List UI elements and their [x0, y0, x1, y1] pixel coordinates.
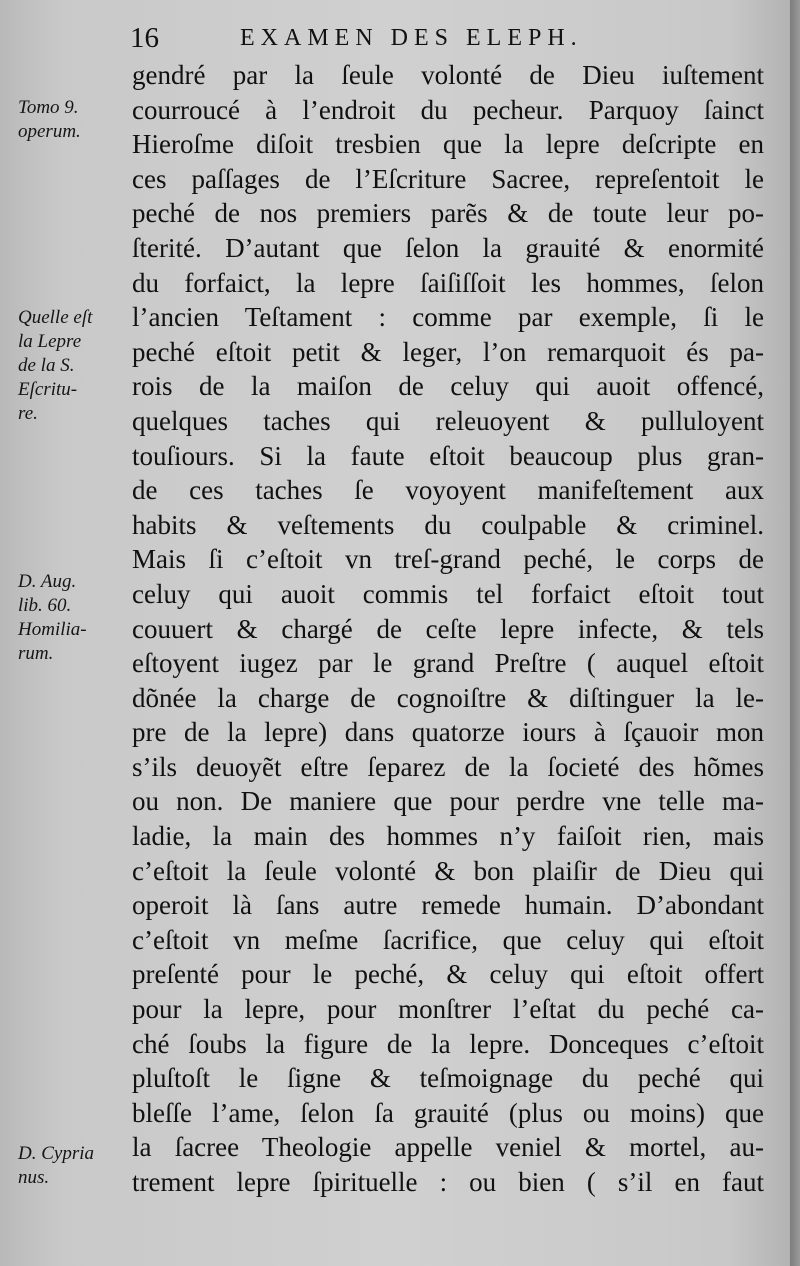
text-line: du forfaict, la lepre ſaiſiſſoit les hommes, ſelon — [132, 267, 764, 298]
text-line: courroucé à l’endroit du pecheur. Parquoy ſainct — [132, 94, 764, 125]
text-line: rois de la maiſon de celuy qui auoit offencé, — [132, 371, 764, 402]
text-line: celuy qui auoit commis tel forfaict eſtoit tout — [132, 578, 764, 609]
text-line: peché eſtoit petit & leger, l’on remarquoit és pa- — [132, 336, 764, 367]
marginal-note-line: D. Cypria — [18, 1143, 94, 1164]
body-text — [132, 58, 764, 1200]
text-line: pre de la lepre) dans quatorze iours à ſçauoir mon — [132, 717, 764, 748]
text-line: gendré par la ſeule volonté de Dieu iuſtement — [132, 60, 764, 90]
marginal-note-line: lib. 60. — [18, 595, 72, 616]
marginal-note-augustin — [18, 570, 126, 666]
text-line: preſenté pour le peché, & celuy qui eſtoit offert — [132, 959, 764, 990]
marginal-note-line: rum. — [18, 643, 54, 664]
text-line: s’ils deuoyẽt eſtre ſeparez de la ſocieté des hõmes — [132, 751, 764, 782]
marginal-note-line: re. — [18, 403, 38, 424]
page-number: 16 — [130, 22, 159, 54]
marginal-note-lepre — [18, 306, 126, 426]
text-line: dõnée la charge de cognoiſtre & diſtinguer la le- — [132, 682, 764, 713]
marginal-note-line: operum. — [18, 121, 81, 142]
text-line: ſterité. D’autant que ſelon la grauité & enormité — [132, 232, 764, 263]
page-edge — [790, 0, 800, 1266]
text-line: peché de nos premiers parẽs & de toute leur po- — [132, 198, 764, 229]
marginal-note-line: Eſcritu- — [18, 379, 78, 400]
text-line: operoit là ſans autre remede humain. D’abondant — [132, 890, 764, 921]
text-line: touſiours. Si la faute eſtoit beaucoup plus gran- — [132, 440, 764, 471]
marginal-note-tomo — [18, 96, 126, 144]
text-line: c’eſtoit la ſeule volonté & bon plaiſir de Dieu qui — [132, 855, 764, 886]
text-line: c’eſtoit vn meſme ſacrifice, que celuy qui eſtoit — [132, 924, 764, 955]
marginal-note-line: nus. — [18, 1167, 50, 1188]
text-line: de ces taches ſe voyoyent manifeſtement aux — [132, 475, 764, 506]
text-line: l’ancien Teſtament : comme par exemple, ſi le — [132, 302, 764, 333]
marginal-note-line: de la S. — [18, 355, 75, 376]
text-line: ché ſoubs la figure de la lepre. Donceques c’eſtoit — [132, 1028, 764, 1059]
text-line: la ſacree Theologie appelle veniel & mortel, au- — [132, 1132, 764, 1163]
text-line: ladie, la main des hommes n’y faiſoit rien, mais — [132, 821, 764, 852]
page-header — [0, 18, 790, 58]
text-line: bleſſe l’ame, ſelon ſa grauité (plus ou moins) que — [132, 1097, 764, 1128]
marginal-note-line: la Lepre — [18, 331, 82, 352]
text-line: trement lepre ſpirituelle : ou bien ( s’il en faut — [132, 1167, 764, 1197]
text-line: ou non. De maniere que pour perdre vne telle ma- — [132, 786, 764, 817]
marginal-note-line: Tomo 9. — [18, 97, 79, 118]
text-line: Hieroſme diſoit tresbien que la lepre deſcripte en — [132, 129, 764, 160]
text-line: quelques taches qui releuoyent & pulluloyent — [132, 405, 764, 436]
text-line: habits & veſtements du coulpable & criminel. — [132, 509, 764, 540]
text-line: pluſtoſt le ſigne & teſmoignage du peché qui — [132, 1063, 764, 1094]
text-line: couuert & chargé de ceſte lepre infecte, & tels — [132, 613, 764, 644]
text-line: Mais ſi c’eſtoit vn treſ-grand peché, le corps de — [132, 544, 764, 575]
marginal-note-line: Homilia- — [18, 619, 87, 640]
marginal-note-cyprianus — [18, 1142, 126, 1190]
text-line: pour la lepre, pour monſtrer l’eſtat du peché ca- — [132, 994, 764, 1025]
marginal-note-line: Quelle eſt — [18, 307, 93, 328]
text-line: ces paſſages de l’Eſcriture Sacree, repreſentoit le — [132, 163, 764, 194]
text-line: eſtoyent iugez par le grand Preſtre ( auquel eſtoit — [132, 648, 764, 679]
running-head: EXAMEN DES ELEPH. — [240, 25, 583, 51]
marginal-note-line: D. Aug. — [18, 571, 77, 592]
